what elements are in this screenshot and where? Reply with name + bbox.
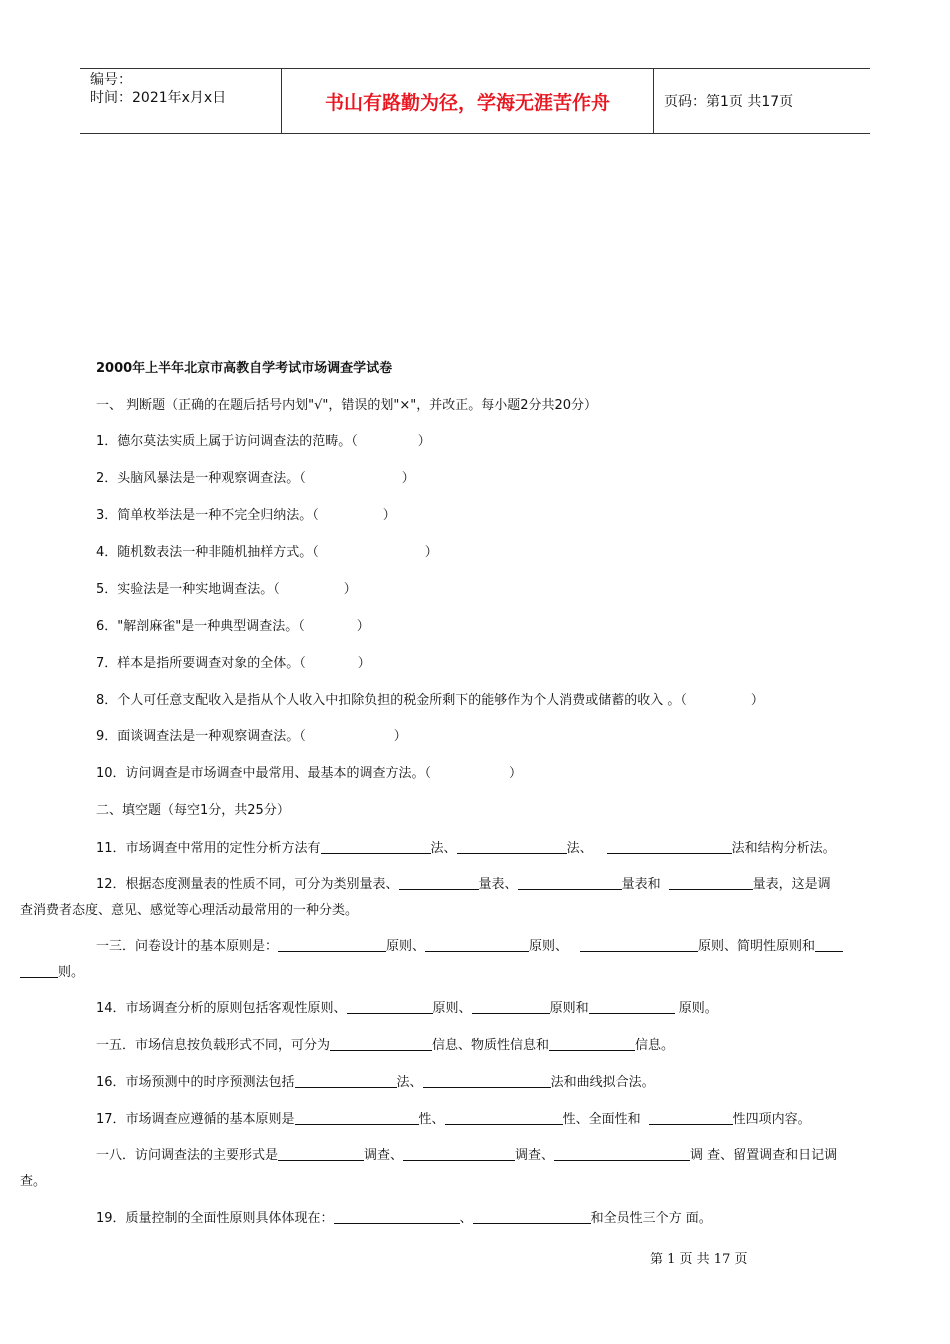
answer-blank[interactable] bbox=[549, 1037, 635, 1051]
answer-blank[interactable] bbox=[423, 1074, 551, 1088]
answer-blank[interactable] bbox=[399, 876, 479, 890]
question-12: 12．根据态度测量表的性质不同，可分为类别量表、 量表、 量表和 量表，这是调 查消费者态度、意见、感觉等心理活动最常用的一种分类。 bbox=[20, 877, 831, 918]
question-5: 5．实验法是一种实地调查法。（ ） bbox=[96, 582, 357, 597]
question-19: 19．质量控制的全面性原则具体体现在： 、 和全员性三个方 面。 bbox=[96, 1211, 712, 1226]
page-header bbox=[80, 68, 870, 134]
header-code-label: 编号： bbox=[90, 72, 132, 88]
header-motto: 书山有路勤为径，学海无涯苦作舟 bbox=[282, 69, 654, 133]
answer-blank[interactable] bbox=[295, 1074, 397, 1088]
question-15: 一五．市场信息按负载形式不同，可分为 信息、物质性信息和 信息。 bbox=[96, 1038, 675, 1053]
exam-title: 2000年上半年北京市高教自学考试市场调查学试卷 bbox=[96, 361, 393, 376]
answer-blank[interactable] bbox=[425, 938, 529, 952]
question-6: 6．"解剖麻雀"是一种典型调查法。（ ） bbox=[96, 619, 370, 634]
section-1-heading: 一、 判断题（正确的在题后括号内划"√"，错误的划"×"，并改正。每小题2分共20分） bbox=[96, 398, 598, 413]
answer-blank[interactable] bbox=[607, 840, 732, 854]
answer-blank[interactable] bbox=[278, 1147, 364, 1161]
answer-blank[interactable] bbox=[589, 1000, 675, 1014]
section-2-heading: 二、填空题（每空1分，共25分） bbox=[96, 803, 290, 818]
page-footer: 第 1 页 共 17 页 bbox=[650, 1252, 748, 1267]
answer-blank[interactable] bbox=[554, 1147, 690, 1161]
question-11: 11．市场调查中常用的定性分析方法有 法、 法、 法和结构分析法。 bbox=[96, 841, 836, 856]
answer-blank[interactable] bbox=[518, 876, 622, 890]
answer-blank[interactable] bbox=[295, 1111, 419, 1125]
answer-blank[interactable] bbox=[649, 1111, 733, 1125]
question-7: 7．样本是指所要调查对象的全体。（ ） bbox=[96, 656, 371, 671]
answer-blank[interactable] bbox=[20, 964, 58, 978]
answer-blank[interactable] bbox=[815, 938, 843, 952]
question-16: 16．市场预测中的时序预测法包括 法、 法和曲线拟合法。 bbox=[96, 1075, 655, 1090]
answer-blank[interactable] bbox=[580, 938, 698, 952]
question-1: 1．德尔莫法实质上属于访问调查法的范畴。（ ） bbox=[96, 434, 431, 449]
question-17: 17．市场调查应遵循的基本原则是 性、 性、全面性和 性四项内容。 bbox=[96, 1112, 811, 1127]
question-18: 一八．访问调查法的主要形式是 调查、 调查、 调 查、留置调查和日记调 查。 bbox=[20, 1148, 838, 1189]
header-date-label: 时间：2021年x月x日 bbox=[90, 90, 227, 106]
question-8: 8．个人可任意支配收入是指从个人收入中扣除负担的税金所剩下的能够作为个人消费或储蓄的收入 。（ ） bbox=[96, 693, 764, 708]
answer-blank[interactable] bbox=[334, 1210, 460, 1224]
answer-blank[interactable] bbox=[445, 1111, 563, 1125]
header-page-label: 页码：第1页 共17页 bbox=[664, 94, 794, 110]
answer-blank[interactable] bbox=[278, 938, 386, 952]
answer-blank[interactable] bbox=[330, 1037, 432, 1051]
question-9: 9．面谈调查法是一种观察调查法。（ ） bbox=[96, 729, 407, 744]
answer-blank[interactable] bbox=[347, 1000, 433, 1014]
question-3: 3．简单枚举法是一种不完全归纳法。（ ） bbox=[96, 508, 396, 523]
header-meta bbox=[80, 69, 282, 133]
answer-blank[interactable] bbox=[472, 1000, 550, 1014]
answer-blank[interactable] bbox=[403, 1147, 515, 1161]
answer-blank[interactable] bbox=[321, 840, 431, 854]
question-2: 2．头脑风暴法是一种观察调查法。（ ） bbox=[96, 471, 415, 486]
question-4: 4．随机数表法一种非随机抽样方式。（ ） bbox=[96, 545, 438, 560]
question-14: 14．市场调查分析的原则包括客观性原则、 原则、 原则和 原则。 bbox=[96, 1001, 718, 1016]
question-10: 10．访问调查是市场调查中最常用、最基本的调查方法。（ ） bbox=[96, 766, 523, 781]
answer-blank[interactable] bbox=[669, 876, 753, 890]
question-13: 一三．问卷设计的基本原则是： 原则、 原则、 原则、简明性原则和 则。 bbox=[58, 934, 890, 986]
answer-blank[interactable] bbox=[457, 840, 567, 854]
answer-blank[interactable] bbox=[473, 1210, 591, 1224]
